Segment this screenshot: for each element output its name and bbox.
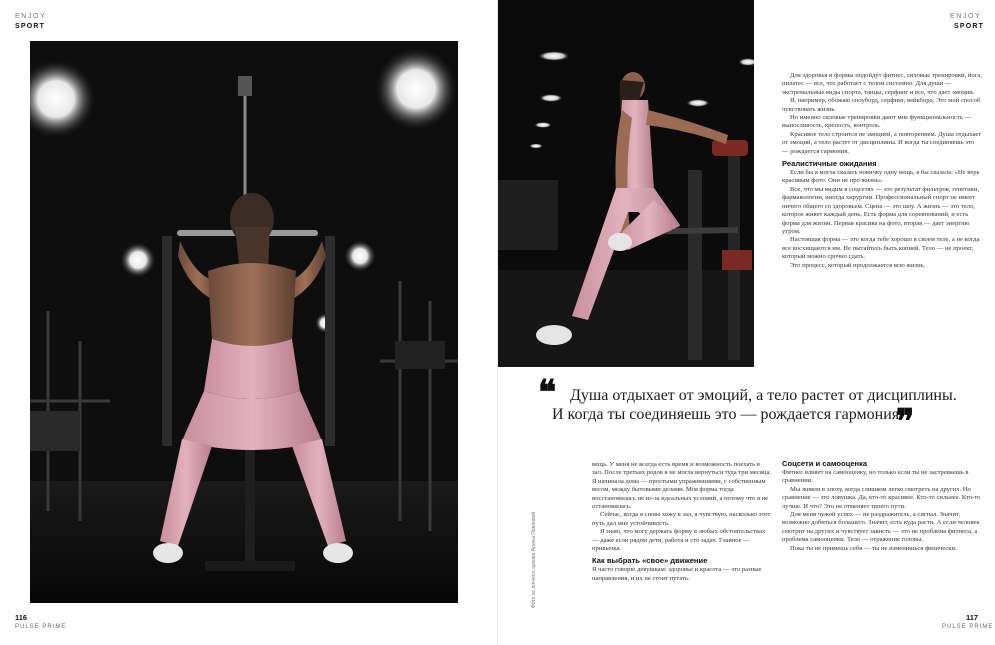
pull-quote-line-2: И когда ты соединяешь это — рождается гармония	[552, 406, 900, 423]
paragraph: вещь. У меня не всегда есть время и возможность поехать в зал. После третьих родов я не могла вернуться туда три месяца. Я начинала дома — простыми упражнениями, с собственным весом, между бытовыми делами. Моя форма тогда восстановилась не из-за идеальных условий, а потому что я не остановилась.	[592, 461, 772, 511]
article-column-top-right	[782, 72, 982, 270]
paragraph: Мы живем в эпоху, когда слишком легко смотреть на других. Но сравнение — это ловушка. Да, кто-то красивее. Кто-то сильнее. Кто-то лучше. И что? Это не отменяет твоего пути.	[782, 485, 981, 510]
paragraph: Красивое тело строится не эмоцией, а повторением. Душа отдыхает от эмоций, а тело растет от дисциплины. И когда ты соединяешь это — рождается гармония.	[782, 130, 982, 155]
paragraph: Я, например, обожаю сноуборд, серфинг, вейкборд. Это мой способ чувствовать жизнь.	[782, 97, 981, 113]
section-heading-realistic-expectations: Реалистичные ожидания	[782, 159, 877, 169]
left-folio-number: 116	[15, 613, 28, 622]
right-photo-illustration	[498, 0, 754, 367]
right-rubric-kicker: ENJOY	[950, 13, 982, 20]
paragraph: Если бы я могла сказать новичку одну вещь, я бы сказала: «Не верь красивым фото. Они не про жизнь».	[782, 169, 980, 185]
paragraph: Настоящая форма — это когда тебе хорошо в своем теле, а не когда все восхищаются им. Не пытайтесь быть копией. Тело — не проект, который можно срочно сдать.	[782, 236, 980, 261]
paragraph: Я знаю, что могу держать форму в любых обстоятельствах — даже если рядом дети, работа и сто задач. Главное — привычка.	[592, 528, 766, 553]
paragraph: Пока ты не примешь себя — ты не изменишься физически.	[790, 544, 957, 552]
photo-credit: Фото из личного архива Арины Павловой	[531, 511, 537, 608]
right-folio-number: 117	[966, 613, 979, 622]
paragraph: Все, что мы видим в соцсетях — это результат фильтров, генетики, фармакологии, иногда хирургии. Профессиональный спорт не имеет ничего общего со здоровьем. Сцена — это шоу. А жизнь — это тело, которое живет каждый день. Есть форма для соревнований, и есть форма для жизни. Первая красива на фото, вторая — дает энергию утром.	[782, 185, 979, 235]
quote-open-icon: ❝	[538, 375, 557, 412]
paragraph: Для меня чужой успех — не раздражитель, а сигнал. Значит, возможно добиться большего. Значит, есть куда расти. А если человек смотрит на других и чувствует зависть — это не проблема фитнеса, а проблема самооценки. Тело — отражение головы.	[782, 511, 980, 544]
right-gym-photo	[498, 0, 754, 367]
left-rubric-kicker: ENJOY	[15, 13, 47, 20]
paragraph: Для здоровья и формы подойдут фитнес, силовые тренировки, йога, пилатес — все, что работает с телом системно. Для души — экстремальные виды спорта, танцы, серфинг и все, что дает эмоции.	[782, 72, 982, 96]
article-column-bottom-right	[782, 459, 982, 553]
paragraph: Сейчас, когда я снова хожу в зал, я чувствую, насколько этот путь дал мне устойчивость.	[592, 511, 771, 527]
left-gym-photo	[30, 41, 458, 603]
section-heading-choose-movement: Как выбрать «свое» движение	[592, 556, 708, 566]
section-heading-social-media: Соцсети и самооценка	[782, 459, 868, 468]
left-folio-magazine: PULSE PRIME	[15, 624, 67, 630]
paragraph: Фитнес влияет на самооценку, но только если ты не застреваешь в сравнении.	[782, 469, 969, 485]
paragraph: Это процесс, который продолжается всю жизнь.	[790, 261, 926, 269]
right-folio-magazine: PULSE PRIME	[942, 624, 994, 630]
left-photo-illustration	[30, 41, 458, 603]
pull-quote-line-1: Душа отдыхает от эмоций, а тело растет от дисциплины.	[570, 387, 957, 404]
paragraph: Я часто говорю девушкам: здоровье и красота — это разные направления, и их не стоит путать.	[592, 566, 762, 582]
paragraph: Но именно силовые тренировки дают мне функциональность — выносливость, крепость, контроль.	[782, 114, 972, 130]
right-rubric-title: SPORT	[954, 23, 985, 30]
article-column-bottom-left	[592, 461, 772, 583]
left-rubric-title: SPORT	[15, 23, 46, 30]
quote-close-icon: ❞	[896, 404, 915, 441]
